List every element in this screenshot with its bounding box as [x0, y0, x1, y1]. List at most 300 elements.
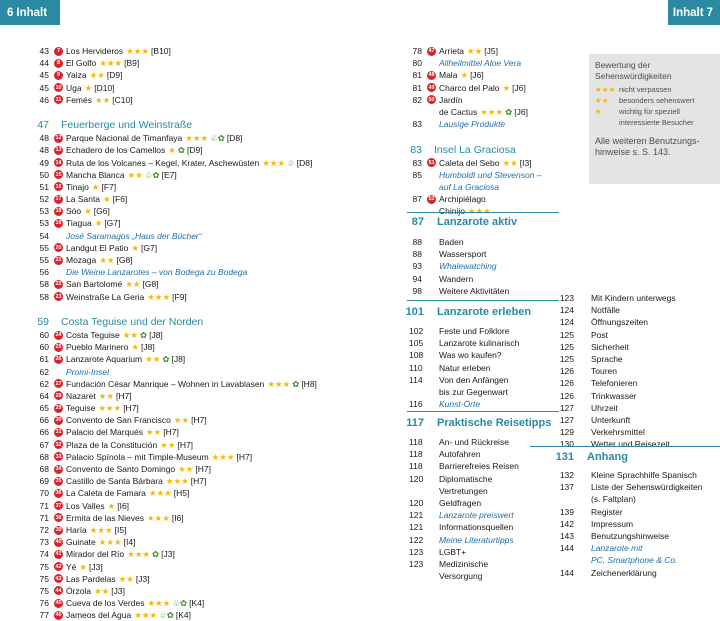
page-number: 68 [39, 451, 49, 462]
page-number: 73 [39, 537, 49, 548]
map-reference: [J6] [514, 106, 528, 117]
sight-number-badge: 49 [428, 84, 435, 91]
page-number: 93 [412, 261, 422, 272]
feature-link: Whalewatching [439, 261, 497, 272]
rating-stars-icon: ★★★ [262, 157, 286, 168]
entry-title: Öffnungszeiten [591, 317, 649, 328]
page-number: 71 [39, 500, 49, 511]
entry-title: Plaza de la Constitución [66, 439, 158, 450]
map-reference: [G8] [116, 255, 133, 265]
page-number: 53 [39, 206, 49, 217]
map-reference: [H5] [173, 488, 190, 499]
entry-title: Kleine Sprachhilfe Spanisch [591, 470, 697, 480]
map-reference: [E7] [161, 169, 177, 180]
toc-entry [409, 374, 569, 386]
map-reference: [H7] [190, 476, 207, 487]
toc-entry [409, 285, 569, 297]
toc-entry [35, 402, 365, 414]
page-number: 122 [409, 534, 424, 545]
sight-number-badge: 23 [55, 293, 62, 300]
toc-entry [409, 143, 569, 157]
sight-number-badge: 34 [55, 466, 62, 472]
toc-entry [35, 205, 365, 217]
map-reference: [D8] [296, 157, 313, 168]
page-number: 54 [39, 230, 49, 241]
map-reference: [H7] [116, 390, 132, 401]
section-heading-anhang: 131 Anhang [555, 450, 628, 463]
entry-title: LGBT+ [439, 546, 467, 557]
toc-entry [555, 493, 720, 505]
toc-entry [409, 118, 569, 130]
entry-title: (s. Faltplan) [591, 494, 636, 505]
sight-number-badge: 9 [54, 71, 63, 80]
map-reference: [G6] [93, 206, 110, 217]
map-reference: [H8] [301, 378, 317, 389]
entry-title: Trinkwasser [591, 390, 637, 401]
entry-title: Unterkunft [591, 414, 631, 425]
map-reference: [I6] [117, 500, 130, 511]
page-number: 116 [409, 399, 423, 410]
toc-anhang-list [555, 469, 720, 579]
toc-entry [35, 254, 365, 266]
page-number: 60 [39, 342, 49, 353]
section-title: Insel La Graciosa [434, 143, 516, 156]
map-reference: [J8] [171, 354, 186, 365]
right-page-title: Inhalt [672, 6, 704, 19]
rating-stars-icon: ★★ [127, 169, 143, 180]
rating-stars-icon: ★★★ [148, 488, 172, 499]
entry-title: bis zur Gegenwart [439, 386, 508, 397]
feature-icons: ♧ [287, 157, 295, 168]
entry-title: Uhrzeit [591, 402, 618, 413]
map-reference: [F6] [112, 194, 128, 205]
page-number: 118 [409, 437, 423, 447]
map-reference: [H7] [123, 403, 139, 414]
section-divider [407, 300, 559, 301]
sight-number-badge: 13 [55, 147, 62, 154]
feature-icons: ✿ [139, 329, 148, 340]
toc-entry [555, 481, 720, 493]
page-number: 75 [39, 585, 49, 596]
toc-entry [555, 414, 720, 426]
sight-number-badge: 14 [55, 159, 62, 166]
toc-entry [35, 132, 365, 144]
toc-column-3 [555, 292, 720, 450]
three-stars-icon: ★★★ [595, 85, 616, 94]
entry-title: Parque Nacional de Timanfaya [66, 133, 183, 144]
toc-entry [35, 315, 365, 329]
toc-entry [409, 521, 569, 533]
rating-stars-icon: ★★ [94, 585, 110, 596]
entry-title: Archipiélago [439, 194, 486, 205]
left-page-tab [0, 0, 60, 25]
map-reference: [G7] [104, 218, 121, 229]
toc-column-1 [35, 45, 365, 621]
toc-entry [35, 353, 365, 365]
sight-number-badge: 50 [428, 96, 435, 103]
page-number: 68 [39, 464, 49, 474]
entry-title: Uga [66, 82, 82, 93]
feature-icons: ✿ [292, 378, 300, 389]
page-number: 66 [39, 415, 49, 426]
page-number: 64 [39, 390, 49, 401]
page-number: 118 [409, 461, 423, 472]
page-number: 75 [39, 561, 49, 572]
rating-stars-icon: ★★ [178, 464, 194, 474]
sight-number-badge: 32 [55, 441, 62, 448]
rating-stars-icon: ★★ [98, 390, 115, 401]
toc-entry [35, 181, 365, 193]
entry-title: Los Valles [66, 500, 105, 511]
toc-entry [409, 460, 569, 472]
toc-entry [409, 534, 569, 546]
sight-number-badge: 16 [55, 183, 62, 190]
rating-stars-icon: ★★★ [99, 58, 123, 69]
section-divider [407, 212, 559, 213]
legend-row-3: ★★★ nicht verpassen [595, 85, 672, 94]
page-number: 61 [39, 354, 49, 365]
page-number: 125 [559, 329, 574, 340]
toc-entry [555, 341, 720, 353]
map-reference: [I4] [123, 537, 136, 548]
rating-stars-icon: ★★★ [147, 598, 171, 609]
toc-entry [35, 94, 365, 106]
toc-entry [555, 554, 720, 566]
toc-entry [555, 390, 720, 402]
toc-entry [35, 512, 365, 524]
entry-title: Notfälle [591, 305, 620, 316]
map-reference: [J6] [470, 70, 484, 81]
page-number: 130 [559, 439, 574, 450]
page-number: 88 [412, 237, 422, 247]
toc-entry [555, 567, 720, 579]
spacer [35, 106, 365, 118]
page-number: 127 [559, 402, 574, 413]
rating-stars-icon: ★★ [160, 439, 176, 450]
entry-title: Telefonieren [591, 378, 638, 389]
toc-entry [409, 106, 569, 118]
feature-link: Lausige Produkte [439, 119, 506, 130]
entry-title: Wassersport [439, 249, 487, 260]
toc-erleben-list [409, 325, 569, 410]
entry-title: Jardín [439, 94, 463, 105]
page-number: 77 [39, 610, 49, 621]
toc-entry [409, 546, 569, 558]
entry-title: Charco del Palo [439, 82, 500, 93]
page-number: 144 [559, 567, 574, 578]
page-number: 55 [39, 255, 49, 265]
feature-icons: ✿ [162, 354, 170, 365]
page-number: 60 [39, 329, 49, 340]
section-heading-tipps: 117 Praktische Reisetipps [406, 416, 552, 429]
entry-title: Versorgung [439, 571, 483, 582]
sight-number-badge: 30 [55, 417, 62, 424]
page-number: 81 [412, 70, 422, 81]
page-number: 58 [39, 291, 49, 302]
page-number: 53 [39, 218, 49, 229]
page-number: 45 [39, 82, 49, 93]
toc-entry [35, 524, 365, 536]
entry-title: Chinijo [439, 206, 465, 217]
page-number: 71 [39, 512, 49, 523]
toc-column-2 [409, 45, 569, 217]
feature-link: Promi-Insel [66, 366, 109, 377]
page-number: 43 [39, 46, 49, 56]
page-number: 129 [559, 427, 574, 438]
feature-icons: ♧✿ [159, 610, 174, 621]
page-number: 143 [559, 530, 574, 541]
page-number: 65 [39, 403, 49, 414]
rating-stars-icon: ★ [91, 181, 100, 192]
page-number: 78 [412, 46, 422, 56]
toc-entry [35, 585, 365, 597]
rating-stars-icon: ★★★ [98, 403, 122, 414]
sight-number-badge: 39 [55, 526, 62, 533]
toc-entry [409, 157, 569, 169]
page-number: 75 [39, 573, 49, 584]
spacer [409, 130, 569, 142]
toc-entry [35, 548, 365, 560]
toc-entry [409, 260, 569, 272]
entry-title: Diplomatische [439, 473, 493, 484]
entry-title: Castillo de Santa Bárbara [66, 476, 163, 487]
map-reference: [J3] [135, 573, 150, 584]
toc-entry [409, 473, 569, 485]
toc-aktiv-list [409, 236, 569, 297]
page-number: 59 [37, 315, 49, 328]
sight-number-badge: 22 [55, 281, 62, 288]
entry-title: Verkehrsmittel [591, 427, 645, 438]
toc-entry [555, 365, 720, 377]
star-icon: ★ [595, 107, 602, 116]
toc-entry [35, 573, 365, 585]
section-heading-erleben: 101 Lanzarote erleben [405, 305, 532, 318]
toc-entry [555, 377, 720, 389]
page-number: 121 [409, 522, 424, 533]
page-number: 52 [39, 194, 49, 205]
map-reference: [I5] [114, 524, 127, 535]
toc-entry [35, 463, 365, 475]
page-number: 83 [410, 143, 422, 156]
page-number: 125 [559, 353, 574, 364]
toc-entry [35, 329, 365, 341]
entry-title: Guinate [66, 537, 96, 548]
page-number: 45 [39, 70, 49, 81]
entry-title: Pueblo Marinero [66, 342, 129, 353]
feature-icons: ✿ [151, 549, 160, 560]
entry-title: Register [591, 506, 623, 517]
entry-title: Lanzarote kulinarisch [439, 338, 520, 349]
toc-entry [409, 386, 569, 398]
legend-more-2: hinweise s. S. 143. [595, 147, 671, 157]
page-number: 125 [559, 341, 574, 352]
map-reference: [H7] [195, 464, 211, 474]
entry-title: Weinstraße La Geria [66, 291, 145, 302]
page-number: 120 [409, 497, 424, 508]
sight-number-badge: 21 [55, 257, 62, 263]
rating-stars-icon: ★★★ [267, 378, 291, 389]
page-number: 46 [39, 94, 49, 105]
toc-entry [409, 448, 569, 460]
toc-entry [409, 193, 569, 205]
map-reference: [K4] [189, 598, 205, 609]
page-number: 69 [39, 476, 49, 487]
toc-entry [409, 485, 569, 497]
toc-entry [35, 426, 365, 438]
rating-stars-icon: ★★ [173, 415, 190, 426]
sight-number-badge: 29 [55, 405, 62, 412]
toc-entry [555, 426, 720, 438]
entry-title: Barrierefreies Reisen [439, 461, 519, 472]
section-title: Costa Teguise und der Norden [61, 315, 204, 328]
toc-entry [409, 509, 569, 521]
page-number: 108 [409, 350, 424, 361]
toc-entry [35, 69, 365, 81]
feature-link: José Saramagos „Haus der Bücher“ [66, 230, 202, 241]
toc-entry [409, 325, 569, 337]
entry-title: Wetter und Reisezeit [591, 439, 670, 450]
entry-title: Haría [66, 524, 87, 535]
entry-title: Ermita de las Nieves [66, 512, 144, 523]
toc-entry [409, 398, 569, 410]
rating-stars-icon: ★ [131, 242, 140, 253]
toc-entry [409, 45, 569, 57]
rating-stars-icon: ★★★ [468, 206, 491, 217]
page-number: 83 [412, 157, 422, 168]
page-number: 123 [409, 558, 424, 569]
page-number: 48 [39, 133, 49, 144]
feature-link: Kunst-Orte [439, 399, 481, 410]
toc-entry [35, 144, 365, 156]
legend-title: Bewertung der [595, 60, 651, 70]
rating-stars-icon: ★★★ [211, 451, 235, 462]
entry-title: Baden [439, 237, 464, 247]
page-number: 132 [559, 470, 574, 480]
rating-stars-icon: ★★ [467, 46, 483, 56]
entry-title: Vertretungen [439, 485, 488, 496]
page-number: 44 [39, 58, 49, 69]
page-number: 144 [559, 543, 574, 554]
page-number: 126 [559, 378, 574, 389]
entry-title: Fundación César Manrique – Wohnen in Lavablasen [66, 378, 265, 389]
toc-entry [409, 82, 569, 94]
page-number: 126 [559, 390, 574, 401]
toc-entry [409, 362, 569, 374]
toc-entry [35, 451, 365, 463]
toc-entry [409, 497, 569, 509]
entry-title: El Golfo [66, 58, 97, 69]
entry-title: Mancha Blanca [66, 169, 125, 180]
sight-number-badge: 12 [55, 135, 62, 142]
page-number: 98 [412, 285, 422, 296]
sight-number-badge: 17 [55, 196, 62, 203]
map-reference: [H7] [163, 427, 179, 438]
page-number: 94 [412, 273, 422, 284]
map-reference: [G8] [142, 279, 159, 290]
sight-number-badge: 26 [55, 356, 62, 363]
feature-icons: ♧✿ [144, 169, 160, 180]
map-reference: [J3] [111, 585, 125, 596]
page-number: 88 [412, 249, 422, 260]
entry-title: Arrieta [439, 46, 465, 56]
entry-title: Landgut El Patio [66, 242, 129, 253]
entry-title: Medizinische [439, 558, 489, 569]
entry-title: Wandern [439, 273, 474, 284]
entry-title: Órzola [66, 585, 92, 596]
entry-title: Impressum [591, 518, 634, 529]
rating-stars-icon: ★★ [99, 255, 115, 265]
entry-title: Natur erleben [439, 362, 491, 373]
map-reference: [H7] [191, 415, 207, 426]
toc-entry [35, 217, 365, 229]
toc-entry [409, 248, 569, 260]
toc-entry [35, 414, 365, 426]
rating-stars-icon: ★ [84, 206, 92, 217]
sight-number-badge: 20 [55, 244, 62, 251]
feature-link: Allheilmittel Aloe Vera [439, 58, 522, 69]
toc-entry [35, 500, 365, 512]
page-number: 124 [559, 305, 574, 316]
rating-stars-icon: ★★★ [126, 46, 150, 56]
toc-entry [35, 169, 365, 181]
page-number: 56 [39, 267, 49, 278]
page-number: 80 [412, 58, 422, 69]
map-reference: [J8] [141, 342, 155, 353]
entry-title: Mala [439, 70, 458, 81]
toc-entry [35, 193, 365, 205]
sight-number-badge: 47 [428, 48, 435, 54]
section-divider [530, 446, 720, 447]
page-number: 48 [39, 145, 49, 156]
entry-title: Convento de Santo Domingo [66, 464, 176, 474]
section-title: Feuerberge und Weinstraße [61, 119, 193, 132]
spacer [35, 303, 365, 315]
page-number: 62 [39, 366, 49, 377]
entry-title: La Caleta de Famara [66, 488, 146, 499]
sight-number-badge: 43 [55, 575, 62, 582]
page-number: 142 [559, 518, 574, 529]
page-number: 118 [409, 449, 423, 460]
toc-entry [35, 341, 365, 353]
entry-title: Sprache [591, 353, 623, 364]
entry-title: Sóo [66, 206, 82, 217]
toc-entry [555, 542, 720, 554]
page-number: 70 [39, 488, 49, 499]
sight-number-badge: 52 [428, 196, 435, 203]
rating-stars-icon: ★★ [118, 573, 134, 584]
right-page-tab [668, 0, 720, 25]
entry-title: Costa Teguise [66, 329, 120, 340]
page-number: 87 [412, 194, 422, 205]
toc-entry [409, 169, 569, 181]
page-number: 55 [39, 242, 49, 253]
toc-entry [409, 570, 569, 582]
toc-entry [555, 316, 720, 328]
rating-stars-icon: ★★ [89, 70, 105, 81]
rating-stars-icon: ★★★ [165, 476, 189, 487]
toc-entry [409, 181, 569, 193]
map-reference: [K4] [175, 610, 191, 621]
entry-title: Lanzarote Aquarium [66, 354, 143, 365]
entry-title: An- und Rückreise [439, 437, 509, 447]
page-number: 110 [409, 362, 423, 373]
toc-entry [555, 329, 720, 341]
sight-number-badge: 46 [55, 612, 62, 619]
page-number: 83 [412, 119, 422, 130]
toc-entry [35, 291, 365, 303]
feature-icons: ✿ [505, 106, 513, 117]
map-reference: [J6] [512, 82, 526, 93]
